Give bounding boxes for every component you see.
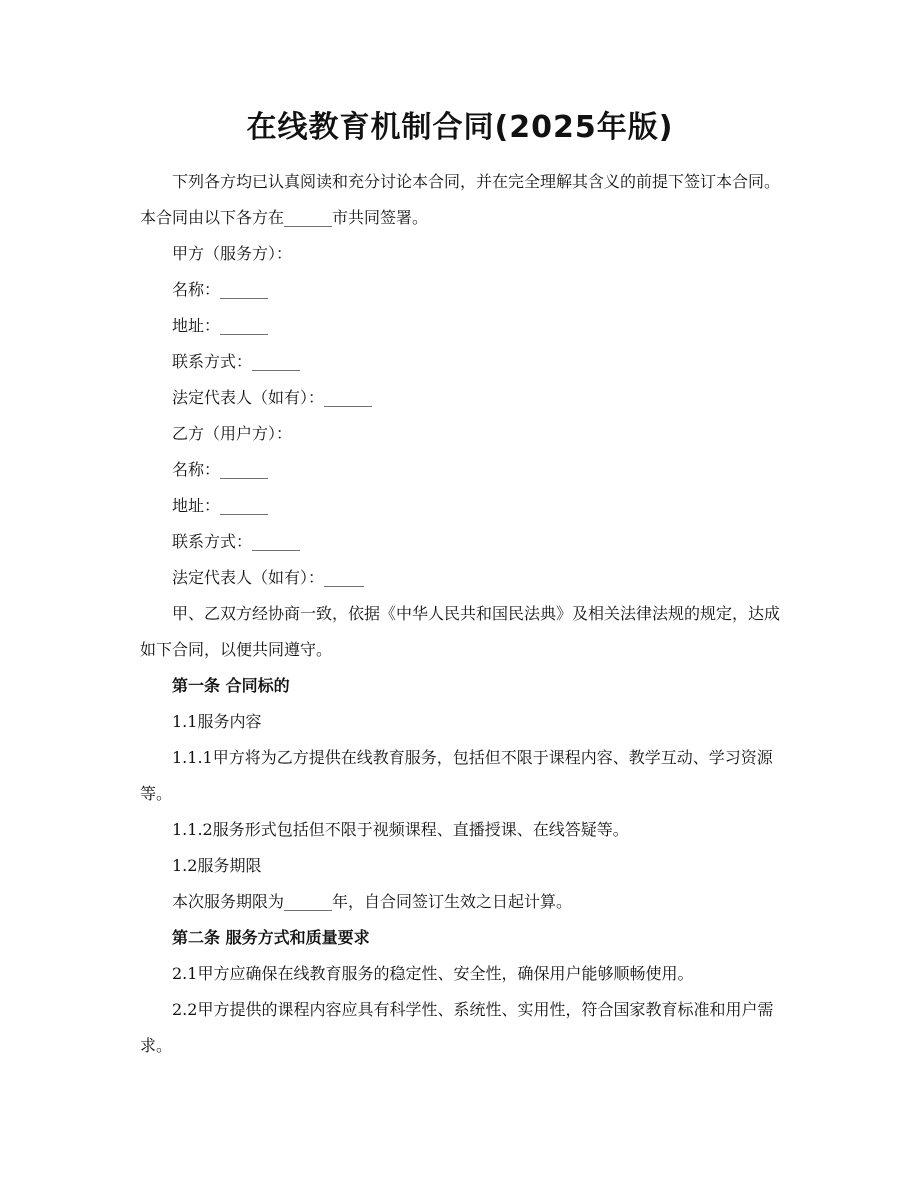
- party-a-contact: 联系方式：______: [172, 352, 301, 371]
- party-a-legal-rep: 法定代表人（如有）：______: [172, 388, 373, 407]
- clause-1-1-1: 1.1.1甲方将为乙方提供在线教育服务，包括但不限于课程内容、教学互动、学习资源等。: [140, 748, 773, 803]
- article-2-heading: 第二条 服务方式和质量要求: [172, 928, 370, 947]
- clause-1-2: 1.2服务期限: [172, 856, 262, 875]
- party-a-name: 名称：______: [172, 280, 269, 299]
- party-b-heading: 乙方（用户方）：: [172, 424, 293, 443]
- party-b-name: 名称：______: [172, 460, 269, 479]
- party-a-address: 地址：______: [172, 316, 269, 335]
- clause-1-1: 1.1服务内容: [172, 712, 262, 731]
- intro-paragraph: 下列各方均已认真阅读和充分讨论本合同，并在完全理解其含义的前提下签订本合同。本合同由以下各方在______市共同签署。: [140, 172, 781, 227]
- article-1-heading: 第一条 合同标的: [172, 676, 290, 695]
- party-b-contact: 联系方式：______: [172, 532, 301, 551]
- agreement-paragraph: 甲、乙双方经协商一致，依据《中华人民共和国民法典》及相关法律法规的规定，达成如下合同，以便共同遵守。: [140, 604, 781, 659]
- clause-2-1: 2.1甲方应确保在线教育服务的稳定性、安全性，确保用户能够顺畅使用。: [172, 964, 694, 983]
- party-b-address: 地址：______: [172, 496, 269, 515]
- clause-2-2: 2.2甲方提供的课程内容应具有科学性、系统性、实用性，符合国家教育标准和用户需求。: [140, 1000, 774, 1055]
- service-term-paragraph: 本次服务期限为______年，自合同签订生效之日起计算。: [172, 892, 573, 911]
- page-title: 在线教育机制合同(2025年版): [246, 110, 674, 145]
- party-a-heading: 甲方（服务方）：: [172, 244, 293, 263]
- document-body: [140, 164, 780, 1064]
- party-b-legal-rep: 法定代表人（如有）：_____: [172, 568, 365, 587]
- clause-1-1-2: 1.1.2服务形式包括但不限于视频课程、直播授课、在线答疑等。: [172, 820, 629, 839]
